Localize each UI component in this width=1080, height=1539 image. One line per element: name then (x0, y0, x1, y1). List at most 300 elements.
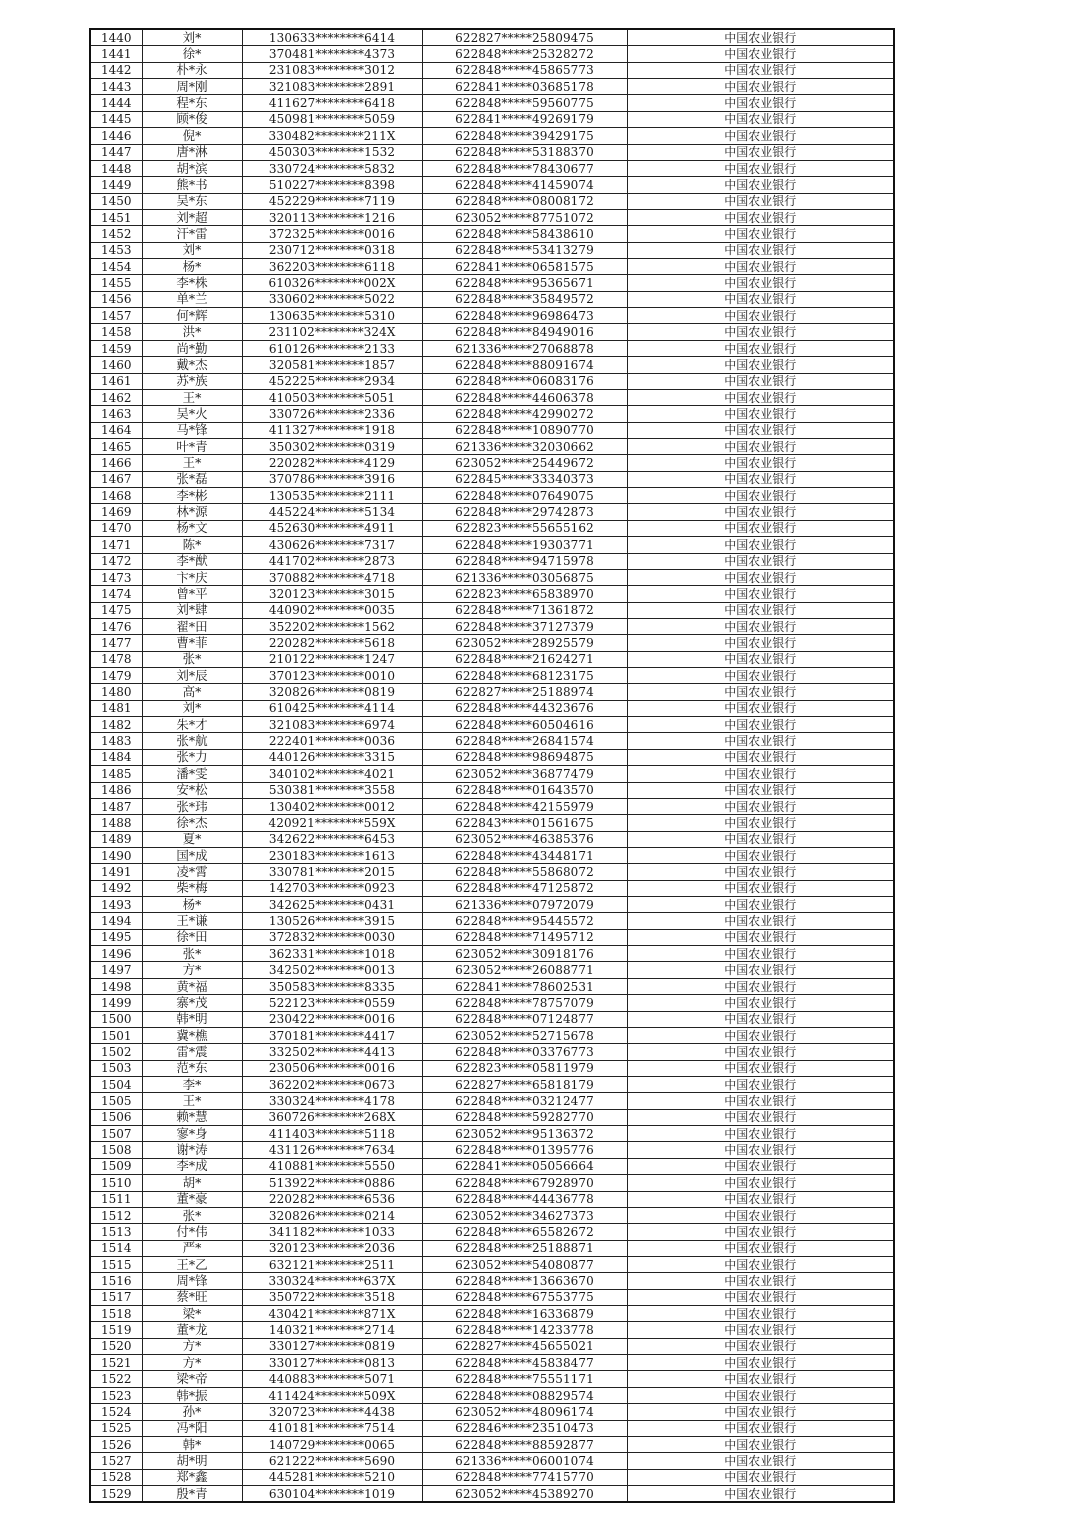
table-row (90, 815, 894, 831)
bank-name-cell: 中国农业银行 (627, 128, 894, 144)
name-cell: 雷*震 (142, 1044, 242, 1060)
card-number-cell: 622848*****65582672 (422, 1224, 627, 1240)
card-number-cell: 623052*****25449672 (422, 455, 627, 471)
row-number: 1511 (90, 1191, 142, 1207)
card-number-cell: 623052*****36877479 (422, 766, 627, 782)
row-number: 1454 (90, 259, 142, 275)
table-row (90, 782, 894, 798)
name-cell: 国*成 (142, 847, 242, 863)
card-number-cell: 622843*****01561675 (422, 815, 627, 831)
card-number-cell: 622848*****37127379 (422, 618, 627, 634)
card-number-cell: 622823*****05811979 (422, 1060, 627, 1076)
card-number-cell: 622848*****95445572 (422, 913, 627, 929)
table-row (90, 259, 894, 275)
id-number-cell: 330724********5832 (242, 160, 422, 176)
bank-name-cell: 中国农业银行 (627, 1469, 894, 1485)
id-number-cell: 410503********5051 (242, 389, 422, 405)
card-number-cell: 622848*****55868072 (422, 864, 627, 880)
card-number-cell: 621336*****07972079 (422, 897, 627, 913)
id-number-cell: 220282********5618 (242, 635, 422, 651)
table-row (90, 913, 894, 929)
table-row (90, 831, 894, 847)
row-number: 1504 (90, 1077, 142, 1093)
table-row (90, 340, 894, 356)
name-cell: 吴*东 (142, 193, 242, 209)
bank-name-cell: 中国农业银行 (627, 1322, 894, 1338)
id-number-cell: 370786********3916 (242, 471, 422, 487)
bank-name-cell: 中国农业银行 (627, 553, 894, 569)
name-cell: 寨*茂 (142, 995, 242, 1011)
row-number: 1516 (90, 1273, 142, 1289)
row-number: 1450 (90, 193, 142, 209)
row-number: 1466 (90, 455, 142, 471)
bank-name-cell: 中国农业银行 (627, 1355, 894, 1371)
table-row (90, 537, 894, 553)
name-cell: 韩*振 (142, 1387, 242, 1403)
id-number-cell: 140729********0065 (242, 1436, 422, 1452)
card-number-cell: 623052*****30918176 (422, 946, 627, 962)
table-row (90, 160, 894, 176)
row-number: 1477 (90, 635, 142, 651)
card-number-cell: 622827*****65818179 (422, 1077, 627, 1093)
id-number-cell: 330127********0813 (242, 1355, 422, 1371)
bank-name-cell: 中国农业银行 (627, 438, 894, 454)
row-number: 1522 (90, 1371, 142, 1387)
bank-name-cell: 中国农业银行 (627, 1420, 894, 1436)
row-number: 1458 (90, 324, 142, 340)
card-number-cell: 622848*****78430677 (422, 160, 627, 176)
id-number-cell: 220282********6536 (242, 1191, 422, 1207)
row-number: 1447 (90, 144, 142, 160)
row-number: 1502 (90, 1044, 142, 1060)
id-number-cell: 513922********0886 (242, 1175, 422, 1191)
table-row (90, 324, 894, 340)
name-cell: 王* (142, 1093, 242, 1109)
card-number-cell: 622848*****08008172 (422, 193, 627, 209)
bank-name-cell: 中国农业银行 (627, 569, 894, 585)
id-number-cell: 440902********0035 (242, 602, 422, 618)
name-cell: 汗*雷 (142, 226, 242, 242)
id-number-cell: 372832********0030 (242, 929, 422, 945)
table-row (90, 144, 894, 160)
row-number: 1493 (90, 897, 142, 913)
row-number: 1485 (90, 766, 142, 782)
name-cell: 朴*永 (142, 62, 242, 78)
id-number-cell: 321083********2891 (242, 79, 422, 95)
id-number-cell: 330482********211X (242, 128, 422, 144)
table-row (90, 880, 894, 896)
card-number-cell: 622848*****39429175 (422, 128, 627, 144)
table-row (90, 1027, 894, 1043)
bank-name-cell: 中国农业银行 (627, 95, 894, 111)
table-row (90, 1175, 894, 1191)
id-number-cell: 222401********0036 (242, 733, 422, 749)
row-number: 1459 (90, 340, 142, 356)
id-number-cell: 320826********0819 (242, 684, 422, 700)
table-row (90, 586, 894, 602)
id-number-cell: 452630********4911 (242, 520, 422, 536)
table-row (90, 962, 894, 978)
card-number-cell: 622848*****75551171 (422, 1371, 627, 1387)
name-cell: 周*锋 (142, 1273, 242, 1289)
row-number: 1512 (90, 1207, 142, 1223)
name-cell: 张*航 (142, 733, 242, 749)
bank-name-cell: 中国农业银行 (627, 1158, 894, 1174)
row-number: 1509 (90, 1158, 142, 1174)
table-row (90, 389, 894, 405)
name-cell: 高* (142, 684, 242, 700)
row-number: 1519 (90, 1322, 142, 1338)
id-number-cell: 411424********509X (242, 1387, 422, 1403)
name-cell: 孙* (142, 1404, 242, 1420)
table-row (90, 29, 894, 46)
row-number: 1471 (90, 537, 142, 553)
table-row (90, 651, 894, 667)
table-row (90, 242, 894, 258)
card-number-cell: 622848*****77415770 (422, 1469, 627, 1485)
row-number: 1446 (90, 128, 142, 144)
bank-name-cell: 中国农业银行 (627, 471, 894, 487)
bank-name-cell: 中国农业银行 (627, 1240, 894, 1256)
row-number: 1503 (90, 1060, 142, 1076)
row-number: 1484 (90, 749, 142, 765)
id-number-cell: 362203********6118 (242, 259, 422, 275)
id-number-cell: 330726********2336 (242, 406, 422, 422)
card-number-cell: 622848*****67928970 (422, 1175, 627, 1191)
card-number-cell: 622841*****06581575 (422, 259, 627, 275)
id-number-cell: 130535********2111 (242, 488, 422, 504)
bank-name-cell: 中国农业银行 (627, 831, 894, 847)
id-number-cell: 350583********8335 (242, 978, 422, 994)
table-row (90, 177, 894, 193)
name-cell: 刘* (142, 242, 242, 258)
card-number-cell: 622848*****44436778 (422, 1191, 627, 1207)
id-number-cell: 230506********0016 (242, 1060, 422, 1076)
card-number-cell: 622848*****26841574 (422, 733, 627, 749)
card-number-cell: 623052*****87751072 (422, 209, 627, 225)
row-number: 1505 (90, 1093, 142, 1109)
row-number: 1468 (90, 488, 142, 504)
name-cell: 安*松 (142, 782, 242, 798)
name-cell: 曾*平 (142, 586, 242, 602)
bank-name-cell: 中国农业银行 (627, 357, 894, 373)
table-row (90, 946, 894, 962)
table-row (90, 733, 894, 749)
row-number: 1515 (90, 1256, 142, 1272)
row-number: 1486 (90, 782, 142, 798)
row-number: 1461 (90, 373, 142, 389)
card-number-cell: 622848*****21624271 (422, 651, 627, 667)
card-number-cell: 622823*****55655162 (422, 520, 627, 536)
row-number: 1481 (90, 700, 142, 716)
row-number: 1456 (90, 291, 142, 307)
row-number: 1462 (90, 389, 142, 405)
bank-name-cell: 中国农业银行 (627, 1371, 894, 1387)
card-number-cell: 622848*****53413279 (422, 242, 627, 258)
card-number-cell: 622848*****19303771 (422, 537, 627, 553)
card-number-cell: 622848*****13663670 (422, 1273, 627, 1289)
table-row (90, 553, 894, 569)
card-number-cell: 622848*****71361872 (422, 602, 627, 618)
name-cell: 马*锋 (142, 422, 242, 438)
name-cell: 熊*书 (142, 177, 242, 193)
name-cell: 张*玮 (142, 798, 242, 814)
id-number-cell: 450981********5059 (242, 111, 422, 127)
card-number-cell: 622848*****58438610 (422, 226, 627, 242)
bank-name-cell: 中国农业银行 (627, 1093, 894, 1109)
row-number: 1460 (90, 357, 142, 373)
name-cell: 严* (142, 1240, 242, 1256)
row-number: 1487 (90, 798, 142, 814)
table-row (90, 700, 894, 716)
table-row (90, 1453, 894, 1469)
id-number-cell: 420921********559X (242, 815, 422, 831)
bank-name-cell: 中国农业银行 (627, 62, 894, 78)
bank-name-cell: 中国农业银行 (627, 504, 894, 520)
id-number-cell: 342622********6453 (242, 831, 422, 847)
id-number-cell: 130526********3915 (242, 913, 422, 929)
card-number-cell: 622823*****65838970 (422, 586, 627, 602)
name-cell: 刘* (142, 700, 242, 716)
card-number-cell: 622848*****53188370 (422, 144, 627, 160)
bank-name-cell: 中国农业银行 (627, 1109, 894, 1125)
name-cell: 洪* (142, 324, 242, 340)
bank-name-cell: 中国农业银行 (627, 1338, 894, 1354)
bank-name-cell: 中国农业银行 (627, 422, 894, 438)
row-number: 1465 (90, 438, 142, 454)
id-number-cell: 231102********324X (242, 324, 422, 340)
table-body (90, 29, 894, 1502)
bank-name-cell: 中国农业银行 (627, 635, 894, 651)
card-number-cell: 622848*****47125872 (422, 880, 627, 896)
card-number-cell: 622848*****45838477 (422, 1355, 627, 1371)
row-number: 1490 (90, 847, 142, 863)
card-number-cell: 622848*****94715978 (422, 553, 627, 569)
bank-name-cell: 中国农业银行 (627, 1207, 894, 1223)
id-number-cell: 522123********0559 (242, 995, 422, 1011)
table-row (90, 1256, 894, 1272)
name-cell: 胡*滨 (142, 160, 242, 176)
bank-name-cell: 中国农业银行 (627, 177, 894, 193)
card-number-cell: 623052*****48096174 (422, 1404, 627, 1420)
table-row (90, 438, 894, 454)
row-number: 1453 (90, 242, 142, 258)
id-number-cell: 350722********3518 (242, 1289, 422, 1305)
table-row (90, 978, 894, 994)
table-row (90, 1420, 894, 1436)
id-number-cell: 321083********6974 (242, 717, 422, 733)
row-number: 1474 (90, 586, 142, 602)
bank-name-cell: 中国农业银行 (627, 962, 894, 978)
table-row (90, 1191, 894, 1207)
row-number: 1517 (90, 1289, 142, 1305)
table-row (90, 1371, 894, 1387)
name-cell: 蔡*旺 (142, 1289, 242, 1305)
name-cell: 刘*超 (142, 209, 242, 225)
name-cell: 李*彬 (142, 488, 242, 504)
card-number-cell: 622848*****78757079 (422, 995, 627, 1011)
table-row (90, 1240, 894, 1256)
bank-name-cell: 中国农业银行 (627, 1306, 894, 1322)
id-number-cell: 411403********5118 (242, 1126, 422, 1142)
id-number-cell: 410881********5550 (242, 1158, 422, 1174)
bank-name-cell: 中国农业银行 (627, 847, 894, 863)
name-cell: 张*力 (142, 749, 242, 765)
name-cell: 王* (142, 389, 242, 405)
name-cell: 柴*梅 (142, 880, 242, 896)
name-cell: 方* (142, 1355, 242, 1371)
name-cell: 唐*淋 (142, 144, 242, 160)
name-cell: 王* (142, 455, 242, 471)
card-number-cell: 622848*****29742873 (422, 504, 627, 520)
table-row (90, 1224, 894, 1240)
table-row (90, 291, 894, 307)
table-row (90, 275, 894, 291)
bank-name-cell: 中国农业银行 (627, 209, 894, 225)
id-number-cell: 610126********2133 (242, 340, 422, 356)
row-number: 1507 (90, 1126, 142, 1142)
bank-name-cell: 中国农业银行 (627, 1142, 894, 1158)
bank-name-cell: 中国农业银行 (627, 406, 894, 422)
id-number-cell: 411627********6418 (242, 95, 422, 111)
bank-name-cell: 中国农业银行 (627, 1485, 894, 1502)
card-number-cell: 623052*****95136372 (422, 1126, 627, 1142)
card-number-cell: 623052*****28925579 (422, 635, 627, 651)
card-number-cell: 622848*****42155979 (422, 798, 627, 814)
row-number: 1523 (90, 1387, 142, 1403)
table-row (90, 1338, 894, 1354)
name-cell: 戴*杰 (142, 357, 242, 373)
card-number-cell: 621336*****03056875 (422, 569, 627, 585)
name-cell: 程*东 (142, 95, 242, 111)
bank-name-cell: 中国农业银行 (627, 340, 894, 356)
row-number: 1510 (90, 1175, 142, 1191)
row-number: 1492 (90, 880, 142, 896)
id-number-cell: 370481********4373 (242, 46, 422, 62)
card-number-cell: 621336*****32030662 (422, 438, 627, 454)
table-row (90, 684, 894, 700)
table-row (90, 569, 894, 585)
id-number-cell: 360726********268X (242, 1109, 422, 1125)
card-number-cell: 622846*****23510473 (422, 1420, 627, 1436)
bank-name-cell: 中国农业银行 (627, 389, 894, 405)
table-row (90, 471, 894, 487)
name-cell: 张* (142, 946, 242, 962)
card-number-cell: 622848*****44606378 (422, 389, 627, 405)
card-number-cell: 622848*****98694875 (422, 749, 627, 765)
bank-name-cell: 中国农业银行 (627, 79, 894, 95)
name-cell: 卞*庆 (142, 569, 242, 585)
id-number-cell: 610326********002X (242, 275, 422, 291)
bank-name-cell: 中国农业银行 (627, 1224, 894, 1240)
row-number: 1476 (90, 618, 142, 634)
bank-name-cell: 中国农业银行 (627, 1436, 894, 1452)
id-number-cell: 130402********0012 (242, 798, 422, 814)
name-cell: 刘*肆 (142, 602, 242, 618)
card-number-cell: 622848*****07124877 (422, 1011, 627, 1027)
bank-name-cell: 中国农业银行 (627, 717, 894, 733)
bank-name-cell: 中国农业银行 (627, 749, 894, 765)
name-cell: 董*龙 (142, 1322, 242, 1338)
bank-name-cell: 中国农业银行 (627, 275, 894, 291)
name-cell: 翟*田 (142, 618, 242, 634)
table-row (90, 488, 894, 504)
name-cell: 李*成 (142, 1158, 242, 1174)
card-number-cell: 622827*****25188974 (422, 684, 627, 700)
card-number-cell: 622848*****95365671 (422, 275, 627, 291)
name-cell: 方* (142, 1338, 242, 1354)
table-row (90, 1485, 894, 1502)
bank-name-cell: 中国农业银行 (627, 897, 894, 913)
id-number-cell: 621222********5690 (242, 1453, 422, 1469)
id-number-cell: 342502********0013 (242, 962, 422, 978)
card-number-cell: 622848*****59560775 (422, 95, 627, 111)
name-cell: 朱*才 (142, 717, 242, 733)
name-cell: 林*源 (142, 504, 242, 520)
name-cell: 张* (142, 651, 242, 667)
table-row (90, 897, 894, 913)
table-row (90, 1355, 894, 1371)
bank-name-cell: 中国农业银行 (627, 864, 894, 880)
name-cell: 刘*辰 (142, 668, 242, 684)
card-number-cell: 622848*****07649075 (422, 488, 627, 504)
row-number: 1494 (90, 913, 142, 929)
bank-name-cell: 中国农业银行 (627, 668, 894, 684)
row-number: 1506 (90, 1109, 142, 1125)
id-number-cell: 320723********4438 (242, 1404, 422, 1420)
table-row (90, 798, 894, 814)
row-number: 1441 (90, 46, 142, 62)
row-number: 1478 (90, 651, 142, 667)
id-number-cell: 320123********3015 (242, 586, 422, 602)
name-cell: 付*伟 (142, 1224, 242, 1240)
row-number: 1442 (90, 62, 142, 78)
row-number: 1526 (90, 1436, 142, 1452)
name-cell: 单*兰 (142, 291, 242, 307)
payee-list-table (89, 28, 895, 1503)
table-row (90, 193, 894, 209)
bank-name-cell: 中国农业银行 (627, 1077, 894, 1093)
card-number-cell: 622841*****03685178 (422, 79, 627, 95)
row-number: 1524 (90, 1404, 142, 1420)
row-number: 1495 (90, 929, 142, 945)
bank-name-cell: 中国农业银行 (627, 946, 894, 962)
name-cell: 苏*族 (142, 373, 242, 389)
bank-name-cell: 中国农业银行 (627, 193, 894, 209)
row-number: 1508 (90, 1142, 142, 1158)
card-number-cell: 622848*****71495712 (422, 929, 627, 945)
bank-name-cell: 中国农业银行 (627, 324, 894, 340)
bank-name-cell: 中国农业银行 (627, 1453, 894, 1469)
bank-name-cell: 中国农业银行 (627, 1191, 894, 1207)
card-number-cell: 622848*****59282770 (422, 1109, 627, 1125)
id-number-cell: 332502********4413 (242, 1044, 422, 1060)
table-row (90, 847, 894, 863)
id-number-cell: 330602********5022 (242, 291, 422, 307)
id-number-cell: 610425********4114 (242, 700, 422, 716)
id-number-cell: 320581********1857 (242, 357, 422, 373)
name-cell: 杨* (142, 259, 242, 275)
card-number-cell: 622848*****60504616 (422, 717, 627, 733)
card-number-cell: 622848*****25188871 (422, 1240, 627, 1256)
name-cell: 胡*明 (142, 1453, 242, 1469)
bank-name-cell: 中国农业银行 (627, 651, 894, 667)
card-number-cell: 622848*****14233778 (422, 1322, 627, 1338)
table-row (90, 95, 894, 111)
name-cell: 李*株 (142, 275, 242, 291)
id-number-cell: 441702********2873 (242, 553, 422, 569)
name-cell: 郑*鑫 (142, 1469, 242, 1485)
